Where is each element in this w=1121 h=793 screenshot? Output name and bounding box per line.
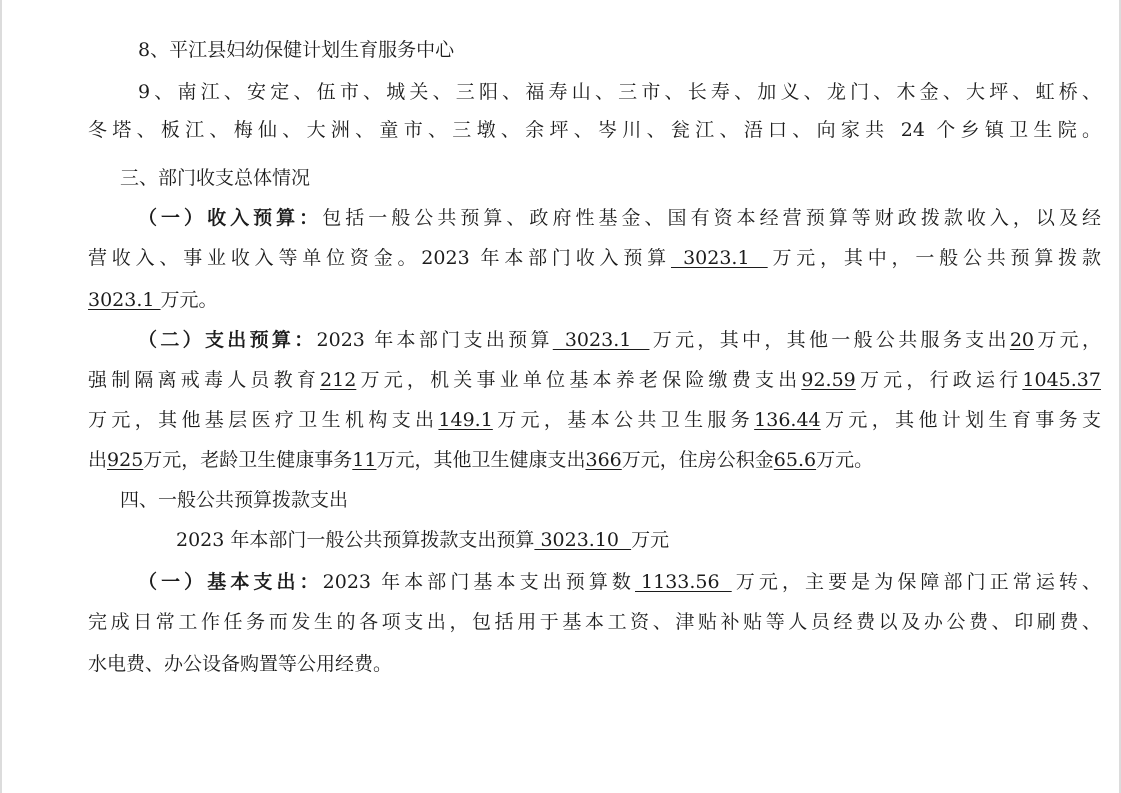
income-paragraph-line-1: （一）收入预算：包括一般公共预算、政府性基金、国有资本经营预算等财政拨款收入，以及经 [138,207,1101,229]
basic-expense-line-1: （一）基本支出：2023 年本部门基本支出预算数 1133.56 万元，主要是为保障部门正常运转、 [138,571,1101,593]
drug-rehab-education-value: 212 [320,369,357,391]
income-paragraph-line-3: 3023.1 万元。 [88,289,218,311]
basic-expense-line-3: 水电费、办公设备购置等公用经费。 [88,653,393,675]
income-paragraph-line-2: 营收入、事业收入等单位资金。2023 年本部门收入预算 3023.1 万元，其中，一般公共预算拨款 [88,247,1101,269]
expense-paragraph-line-1: （二）支出预算：2023 年本部门支出预算 3023.1 万元，其中，其他一般公共服务支出20万元， [138,329,1101,351]
expense-paragraph-line-2: 强制隔离戒毒人员教育212万元，机关事业单位基本养老保险缴费支出92.59万元，行政运行1045.37 [88,369,1101,391]
list-item-8: 8、平江县妇幼保健计划生育服务中心 [138,39,455,61]
housing-fund-value: 65.6 [773,449,817,471]
elderly-health-value: 11 [352,449,377,471]
basic-expense-line-2: 完成日常工作任务而发生的各项支出，包括用于基本工资、津贴补贴等人员经费以及办公费、印刷费、 [88,611,1101,633]
family-planning-value: 925 [107,449,144,471]
section-heading-4: 四、一般公共预算拨款支出 [120,489,349,511]
income-label: （一）收入预算： [138,207,323,229]
expense-paragraph-line-3: 万元，其他基层医疗卫生机构支出149.1万元，基本公共卫生服务136.44万元，其他计划生育事务支 [88,409,1101,431]
general-budget-value: 3023.1 [88,289,161,311]
administration-value: 1045.37 [1022,369,1101,391]
list-item-9: 9、南江、安定、伍市、城关、三阳、福寿山、三市、长寿、加义、龙门、木金、大坪、虹桥、 [138,81,1101,103]
basic-expense-label: （一）基本支出： [138,571,323,593]
income-total-value: 3023.1 [670,247,768,269]
expense-paragraph-line-4: 出925万元，老龄卫生健康事务11万元，其他卫生健康支出366万元，住房公积金65.6万元。 [88,449,874,471]
public-health-service-value: 136.44 [754,409,821,431]
other-health-value: 366 [585,449,622,471]
scan-edge-left [0,0,2,793]
general-budget-expense-value: 3023.10 [534,529,632,551]
expense-total-value: 3023.1 [552,329,650,351]
expense-label: （二）支出预算： [138,329,317,351]
general-budget-summary: 2023 年本部门一般公共预算拨款支出预算 3023.10 万元 [176,529,670,551]
list-item-9-cont: 冬塔、板江、梅仙、大洲、童市、三墩、余坪、岑川、瓮江、浯口、向家共 24 个乡镇卫生院。 [88,119,1101,141]
pension-insurance-value: 92.59 [801,369,856,391]
basic-expense-value: 1133.56 [635,571,732,593]
other-public-service-value: 20 [1009,329,1035,351]
section-heading-3: 三、部门收支总体情况 [120,167,311,189]
primary-medical-value: 149.1 [438,409,493,431]
